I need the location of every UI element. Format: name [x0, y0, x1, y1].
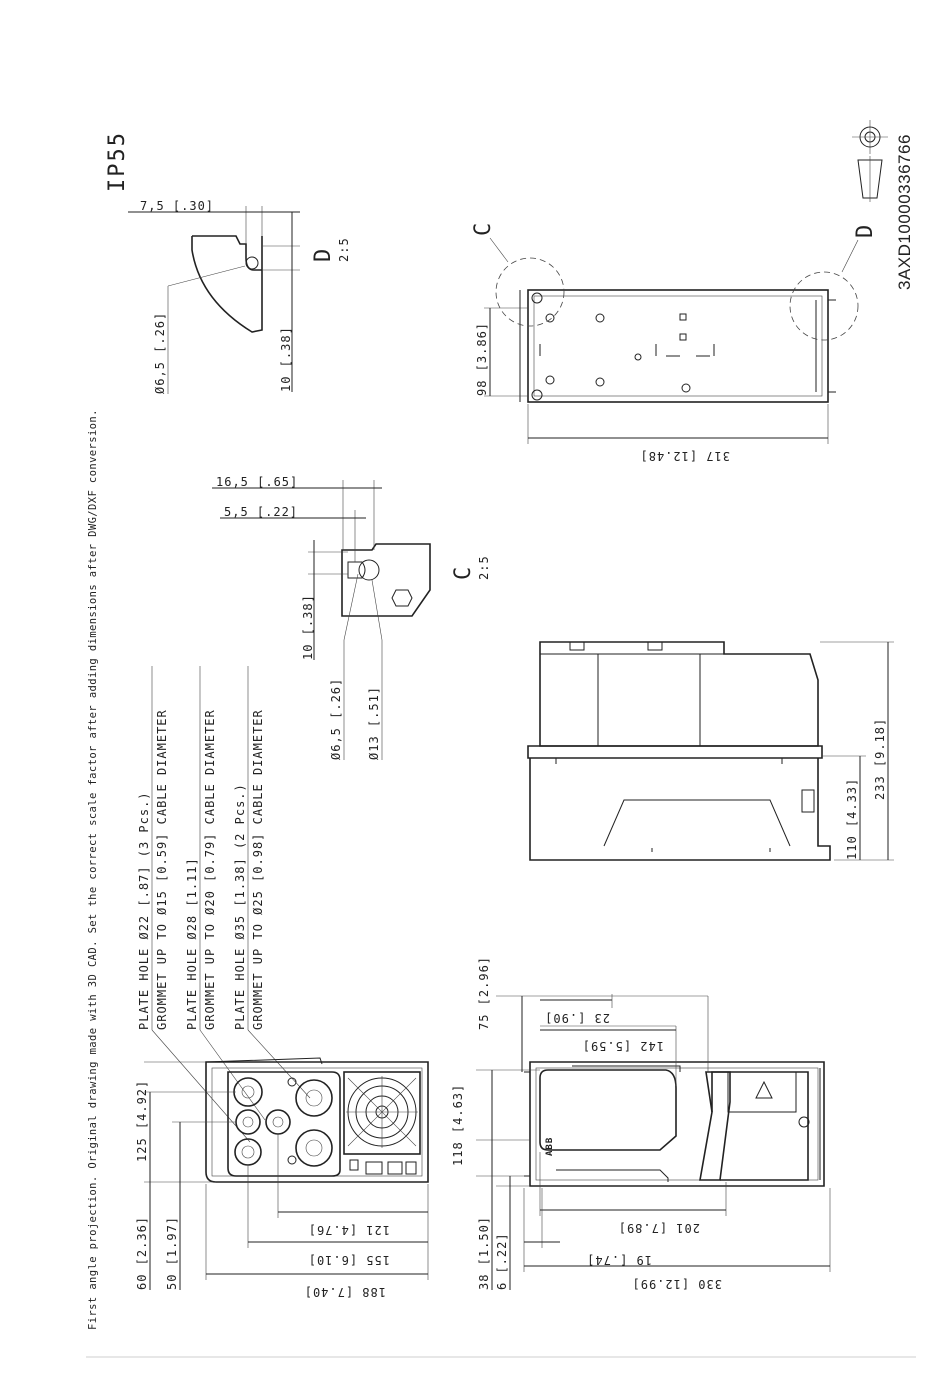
- dim-6: 6 [.22]: [495, 1232, 509, 1290]
- detail-c-height-dim: 10 [.38]: [301, 594, 315, 660]
- dim-118: 118 [4.63]: [451, 1083, 465, 1166]
- ip-rating: IP55: [105, 131, 130, 192]
- dim-38: 38 [1.50]: [477, 1215, 491, 1290]
- dim-201: 201 [7.89]: [617, 1221, 700, 1235]
- detail-c-slot-dim: Ø13 [.51]: [367, 685, 381, 760]
- dim-188: 188 [7.40]: [303, 1285, 386, 1299]
- detail-d-hole-dim: Ø6,5 [.26]: [153, 311, 167, 394]
- dim-23: 23 [.90]: [544, 1011, 610, 1025]
- grommet-note-2: GROMMET UP TO Ø20 [0.79] CABLE DIAMETER: [203, 709, 217, 1030]
- projection-note: First angle projection. Original drawing made with 3D CAD. Set the correct scale factor after adding dimensions after DWG/DXF conversion.: [87, 409, 99, 1330]
- bottom-view: [135, 1058, 428, 1299]
- dim-19: 19 [.74]: [586, 1253, 652, 1267]
- dim-50: 50 [1.97]: [165, 1215, 179, 1290]
- dim-75: 75 [2.96]: [477, 955, 491, 1030]
- dim-125: 125 [4.92]: [135, 1079, 149, 1162]
- front-abb-logo: ABB: [545, 1136, 555, 1156]
- detail-c-hole-dim: Ø6,5 [.26]: [329, 677, 343, 760]
- back-view: [471, 221, 878, 463]
- back-view-detail-c-label: C: [471, 220, 496, 236]
- plate-note-3: PLATE HOLE Ø35 [1.38] (2 Pcs.): [233, 783, 247, 1030]
- grommet-note-3: GROMMET UP TO Ø25 [0.98] CABLE DIAMETER: [251, 709, 265, 1030]
- grommet-note-1: GROMMET UP TO Ø15 [0.59] CABLE DIAMETER: [155, 709, 169, 1030]
- back-view-detail-d-label: D: [853, 222, 878, 238]
- dim-60: 60 [2.36]: [135, 1215, 149, 1290]
- detail-c-scale: 2:5: [477, 555, 491, 580]
- side-view: [528, 642, 894, 860]
- dim-110: 110 [4.33]: [845, 777, 859, 860]
- detail-d-label: D: [311, 246, 336, 262]
- detail-d-scale: 2:5: [337, 237, 351, 262]
- plate-note-2: PLATE HOLE Ø28 [1.11]: [185, 857, 199, 1030]
- detail-d-width-dim: 7,5 [.30]: [140, 199, 215, 213]
- first-angle-projection-icon: [852, 120, 888, 202]
- dim-330: 330 [12.99]: [631, 1277, 722, 1291]
- detail-d-height-dim: 10 [.38]: [279, 326, 293, 392]
- dim-121: 121 [4.76]: [307, 1223, 390, 1237]
- detail-d: [128, 199, 351, 394]
- cable-notes: [137, 666, 310, 1142]
- detail-c-inner-dim: 5,5 [.22]: [224, 505, 299, 519]
- dim-233: 233 [9.18]: [873, 717, 887, 800]
- plate-note-1: PLATE HOLE Ø22 [.87] (3 Pcs.): [137, 791, 151, 1030]
- detail-c-label: C: [451, 564, 476, 580]
- front-view: [451, 956, 830, 1291]
- dim-98: 98 [3.86]: [475, 321, 489, 396]
- dim-317: 317 [12.48]: [639, 449, 730, 463]
- dim-142: 142 [5.59]: [581, 1039, 664, 1053]
- detail-c-outer-dim: 16,5 [.65]: [216, 475, 299, 489]
- dim-155: 155 [6.10]: [307, 1253, 390, 1267]
- document-id: 3AXD10000336766: [895, 134, 914, 290]
